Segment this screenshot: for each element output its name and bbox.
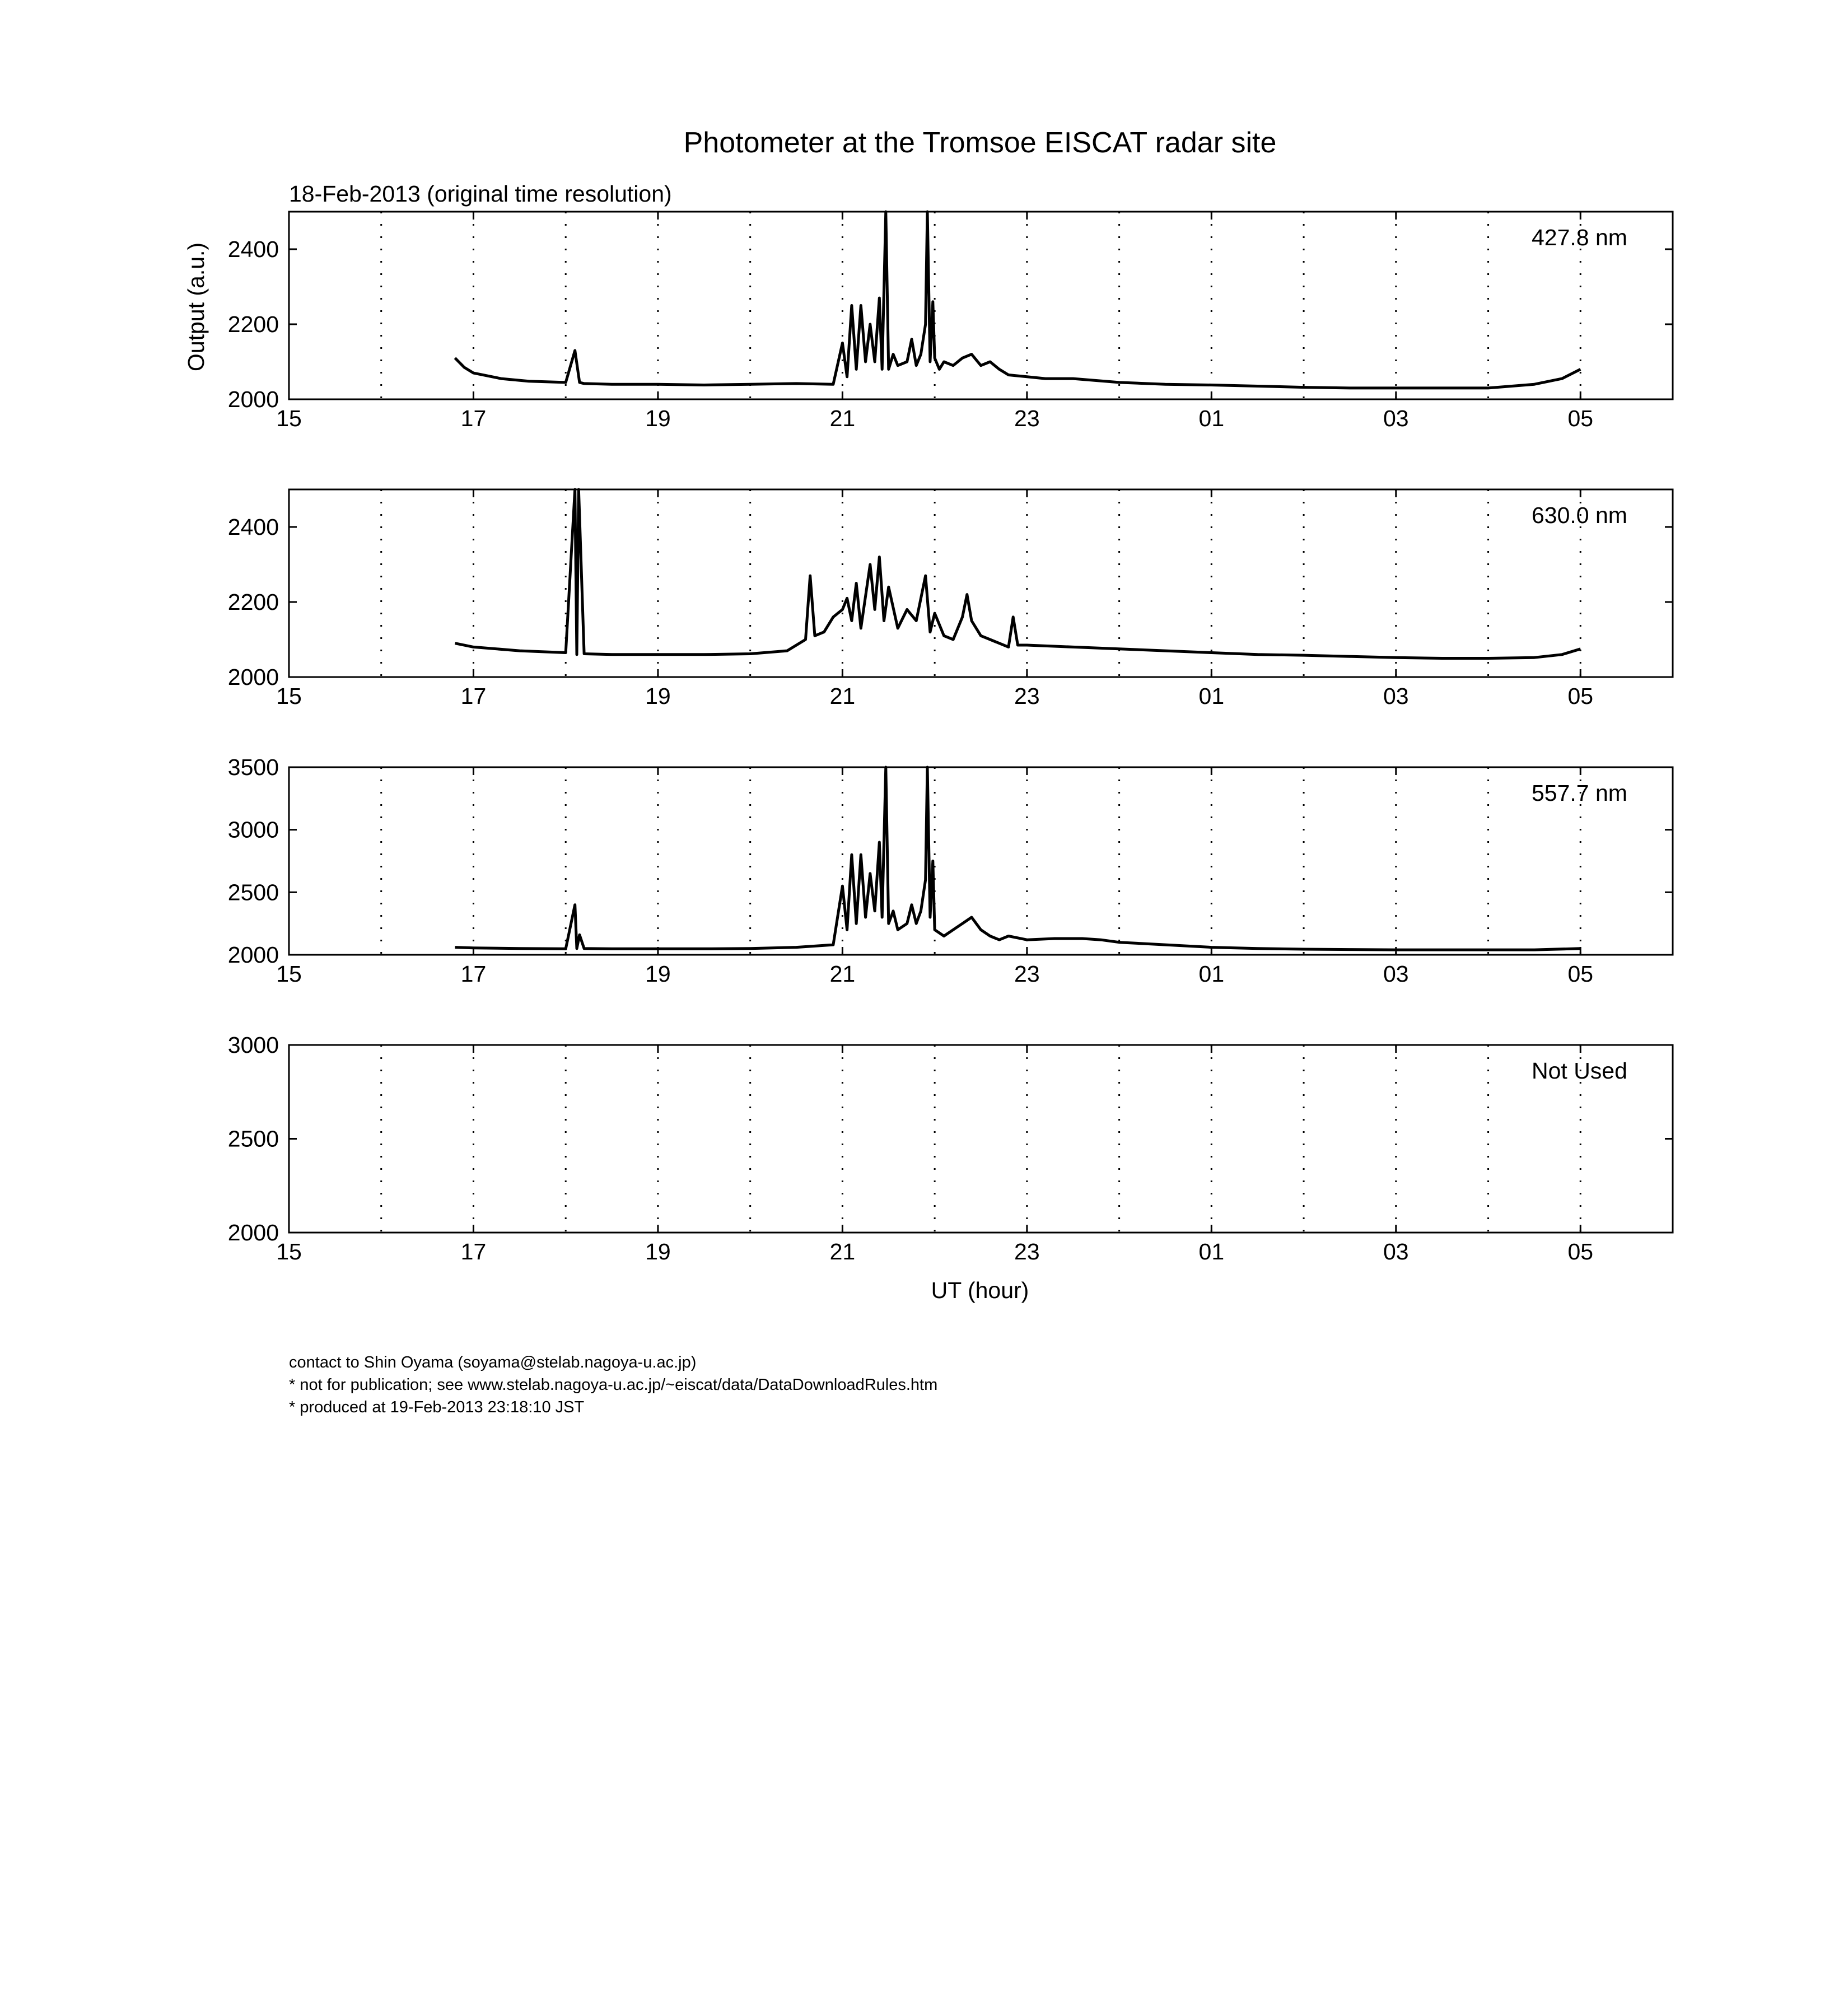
x-tick-label: 19 bbox=[645, 405, 671, 431]
channel-label: Not Used bbox=[1532, 1058, 1627, 1084]
y-tick-label: 2000 bbox=[227, 1220, 279, 1245]
panel-4 bbox=[228, 1032, 1673, 1264]
channel-label: 630.0 nm bbox=[1532, 502, 1627, 528]
channel-label: 427.8 nm bbox=[1532, 225, 1627, 250]
y-tick-label: 2000 bbox=[227, 664, 279, 690]
plot-frame bbox=[289, 767, 1673, 955]
x-tick-label: 15 bbox=[276, 961, 302, 987]
y-tick-label: 2200 bbox=[227, 589, 279, 615]
footer-contact: contact to Shin Oyama (soyama@stelab.nagoya-u.ac.jp) bbox=[289, 1354, 697, 1371]
panel-1 bbox=[228, 212, 1673, 431]
x-tick-label: 01 bbox=[1198, 1239, 1225, 1264]
y-tick-label: 2000 bbox=[227, 386, 279, 412]
series-line bbox=[455, 212, 1581, 388]
chart-title: Photometer at the Tromsoe EISCAT radar site bbox=[683, 127, 1277, 159]
panel-2 bbox=[228, 489, 1673, 709]
x-tick-label: 05 bbox=[1567, 405, 1594, 431]
x-tick-label: 17 bbox=[460, 683, 487, 709]
y-tick-label: 2400 bbox=[227, 236, 279, 262]
x-tick-label: 23 bbox=[1014, 683, 1040, 709]
y-axis-label: Output (a.u.) bbox=[183, 242, 209, 372]
x-tick-label: 03 bbox=[1383, 1239, 1409, 1264]
series-line bbox=[455, 489, 1581, 659]
panels bbox=[228, 212, 1673, 1264]
x-tick-label: 15 bbox=[276, 405, 302, 431]
y-tick-label: 2200 bbox=[227, 311, 279, 337]
series-line bbox=[455, 767, 1581, 950]
y-tick-label: 3000 bbox=[227, 816, 279, 843]
x-tick-label: 03 bbox=[1383, 961, 1409, 987]
plot-frame bbox=[289, 1045, 1673, 1233]
x-tick-label: 15 bbox=[276, 683, 302, 709]
x-tick-label: 05 bbox=[1567, 961, 1594, 987]
x-tick-label: 01 bbox=[1198, 961, 1225, 987]
x-tick-label: 23 bbox=[1014, 961, 1040, 987]
x-tick-label: 17 bbox=[460, 405, 487, 431]
x-tick-label: 23 bbox=[1014, 1239, 1040, 1264]
y-tick-label: 3500 bbox=[227, 754, 279, 780]
y-tick-label: 2400 bbox=[227, 514, 279, 540]
footer-produced: * produced at 19-Feb-2013 23:18:10 JST bbox=[289, 1398, 585, 1416]
y-tick-label: 2000 bbox=[227, 942, 279, 968]
chart-subtitle: 18-Feb-2013 (original time resolution) bbox=[289, 181, 672, 207]
x-tick-label: 01 bbox=[1198, 683, 1225, 709]
x-tick-label: 21 bbox=[829, 1239, 856, 1264]
plot-frame bbox=[289, 212, 1673, 399]
x-tick-label: 05 bbox=[1567, 1239, 1594, 1264]
x-tick-label: 03 bbox=[1383, 405, 1409, 431]
x-tick-label: 19 bbox=[645, 1239, 671, 1264]
x-tick-label: 21 bbox=[829, 961, 856, 987]
x-tick-label: 05 bbox=[1567, 683, 1594, 709]
footer-publication-note: * not for publication; see www.stelab.nagoya-u.ac.jp/~eiscat/data/DataDownloadRules.htm bbox=[289, 1376, 938, 1394]
x-tick-label: 15 bbox=[276, 1239, 302, 1264]
x-tick-label: 01 bbox=[1198, 405, 1225, 431]
x-tick-label: 21 bbox=[829, 683, 856, 709]
x-tick-label: 21 bbox=[829, 405, 856, 431]
x-tick-label: 17 bbox=[460, 961, 487, 987]
x-axis-label: UT (hour) bbox=[931, 1277, 1029, 1303]
x-tick-label: 23 bbox=[1014, 405, 1040, 431]
y-tick-label: 2500 bbox=[227, 879, 279, 906]
channel-label: 557.7 nm bbox=[1532, 780, 1627, 806]
x-tick-label: 03 bbox=[1383, 683, 1409, 709]
y-tick-label: 2500 bbox=[227, 1126, 279, 1152]
y-tick-label: 3000 bbox=[227, 1032, 279, 1058]
x-tick-label: 19 bbox=[645, 683, 671, 709]
x-tick-label: 17 bbox=[460, 1239, 487, 1264]
panel-3 bbox=[228, 754, 1673, 987]
x-tick-label: 19 bbox=[645, 961, 671, 987]
